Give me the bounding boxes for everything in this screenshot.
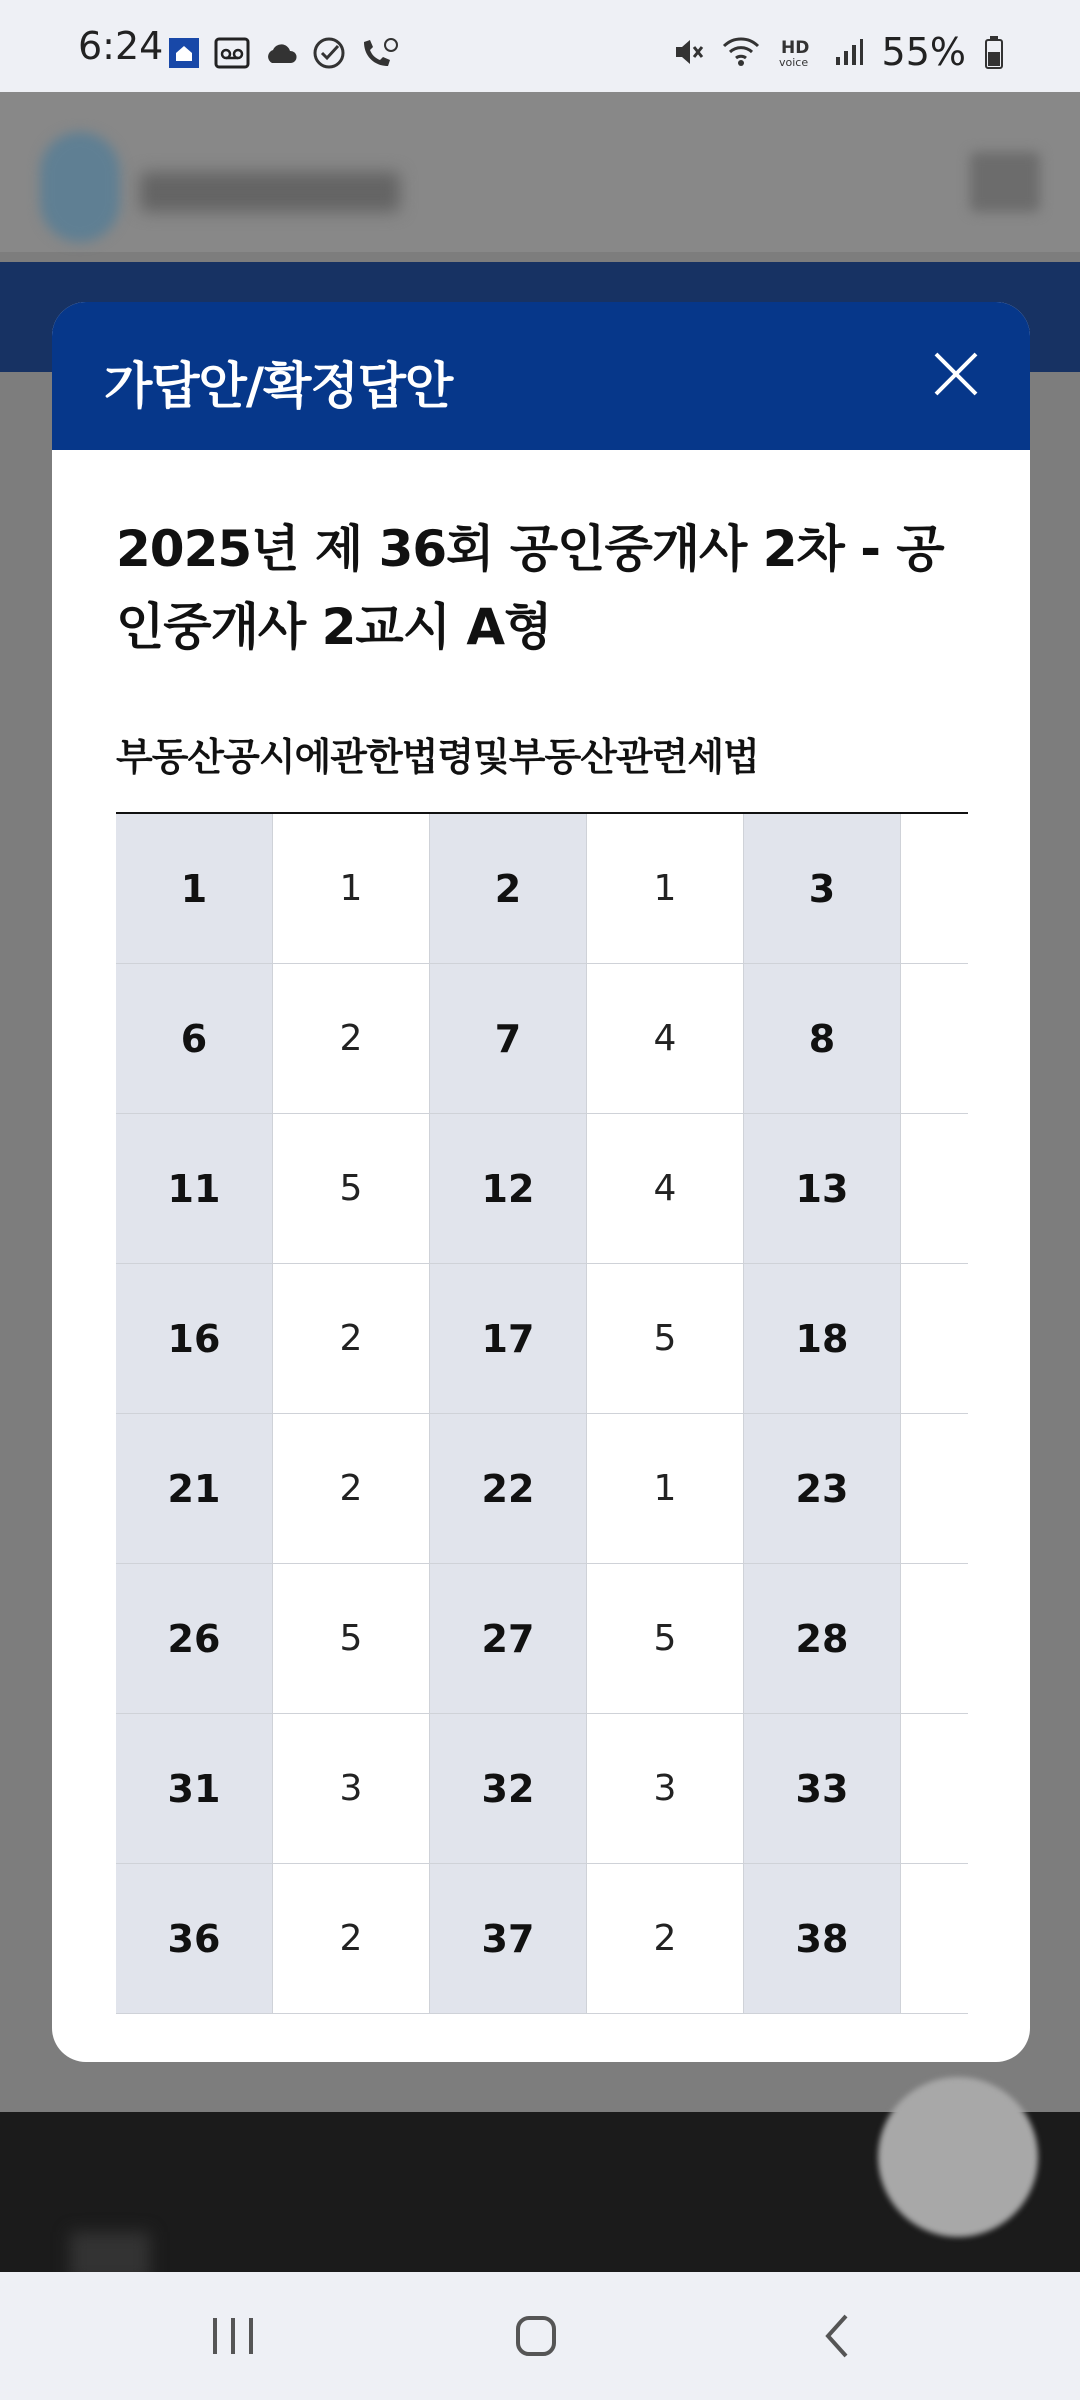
system-icons: [672, 30, 1004, 74]
answer-cell: [901, 1414, 968, 1563]
question-number-cell: 12: [430, 1114, 587, 1263]
question-number-cell: 37: [430, 1864, 587, 2013]
question-number-cell: 13: [744, 1114, 901, 1263]
navigation-bar: [0, 2272, 1080, 2400]
background-menu-icon: [970, 152, 1040, 212]
answer-cell: [901, 1864, 968, 2013]
table-row: [116, 1564, 968, 1714]
question-number-cell: 31: [116, 1714, 273, 1863]
battery-percent: 55%: [881, 30, 966, 74]
close-icon: [928, 346, 984, 402]
answer-cell: 5: [587, 1564, 744, 1713]
question-number-cell: 6: [116, 964, 273, 1113]
question-number-cell: 17: [430, 1264, 587, 1413]
home-button[interactable]: [512, 2312, 560, 2364]
question-number-cell: 22: [430, 1414, 587, 1563]
question-number-cell: 2: [430, 814, 587, 963]
table-row: [116, 814, 968, 964]
answer-cell: 1: [587, 1414, 744, 1563]
home-app-icon: [168, 37, 200, 69]
question-number-cell: 1: [116, 814, 273, 963]
question-number-cell: 26: [116, 1564, 273, 1713]
answer-cell: [901, 1114, 968, 1263]
mute-icon: [672, 35, 704, 69]
status-time: 6:24: [78, 24, 164, 68]
close-button[interactable]: [928, 346, 984, 402]
answer-cell: [901, 1714, 968, 1863]
answer-cell: 1: [273, 814, 430, 963]
answer-cell: 5: [587, 1264, 744, 1413]
question-number-cell: 23: [744, 1414, 901, 1563]
background-logo-text: [140, 172, 400, 212]
background-logo: [40, 132, 120, 242]
answer-cell: 5: [273, 1564, 430, 1713]
answer-cell: [901, 1564, 968, 1713]
answer-cell: 1: [587, 814, 744, 963]
back-button[interactable]: [818, 2312, 858, 2364]
recent-apps-icon: [205, 2312, 261, 2360]
notification-icons: [168, 36, 400, 70]
signal-icon: [834, 37, 864, 67]
answer-cell: 4: [587, 1114, 744, 1263]
cloud-icon: [264, 41, 298, 65]
answer-cell: 3: [587, 1714, 744, 1863]
answer-cell: [901, 1264, 968, 1413]
status-bar: [0, 0, 1080, 92]
answer-cell: 4: [587, 964, 744, 1113]
voicemail-icon: [214, 37, 250, 69]
table-row: [116, 964, 968, 1114]
answer-cell: [901, 814, 968, 963]
answer-cell: 2: [273, 964, 430, 1113]
back-icon: [818, 2312, 858, 2360]
table-row: [116, 1264, 968, 1414]
answer-cell: 2: [587, 1864, 744, 2013]
answer-cell: 2: [273, 1864, 430, 2013]
question-number-cell: 33: [744, 1714, 901, 1863]
svg-text:HD: HD: [780, 38, 809, 58]
question-number-cell: 38: [744, 1864, 901, 2013]
question-number-cell: 27: [430, 1564, 587, 1713]
subject-title: 부동산공시에관한법령및부동산관련세법: [116, 735, 759, 779]
question-number-cell: 36: [116, 1864, 273, 2013]
answer-cell: 3: [273, 1714, 430, 1863]
background-header: [0, 92, 1080, 252]
modal-title: 가답안/확정답안: [104, 357, 453, 415]
question-number-cell: 7: [430, 964, 587, 1113]
battery-icon: [984, 35, 1004, 69]
question-number-cell: 8: [744, 964, 901, 1113]
answer-cell: [901, 964, 968, 1113]
question-number-cell: 32: [430, 1714, 587, 1863]
table-row: [116, 1714, 968, 1864]
exam-title: 2025년 제 36회 공인중개사 2차 - 공인중개사 2교시 A형: [116, 520, 944, 656]
answer-cell: 2: [273, 1414, 430, 1563]
modal-header: [52, 302, 1030, 450]
home-icon: [512, 2312, 560, 2360]
answer-modal: [52, 302, 1030, 2062]
answer-cell: 5: [273, 1114, 430, 1263]
table-row: [116, 1864, 968, 2014]
question-number-cell: 16: [116, 1264, 273, 1413]
answer-cell: 2: [273, 1264, 430, 1413]
answer-table: [116, 812, 968, 2014]
check-circle-icon: [312, 36, 346, 70]
hd-voice-icon: [778, 35, 816, 69]
recent-apps-button[interactable]: [205, 2312, 261, 2364]
who-call-icon: [360, 36, 400, 70]
table-row: [116, 1414, 968, 1564]
question-number-cell: 21: [116, 1414, 273, 1563]
question-number-cell: 3: [744, 814, 901, 963]
wifi-icon: [722, 36, 760, 68]
question-number-cell: 28: [744, 1564, 901, 1713]
question-number-cell: 11: [116, 1114, 273, 1263]
question-number-cell: 18: [744, 1264, 901, 1413]
table-row: [116, 1114, 968, 1264]
background-floating-button: [878, 2077, 1038, 2237]
svg-text:voice: voice: [778, 56, 808, 69]
